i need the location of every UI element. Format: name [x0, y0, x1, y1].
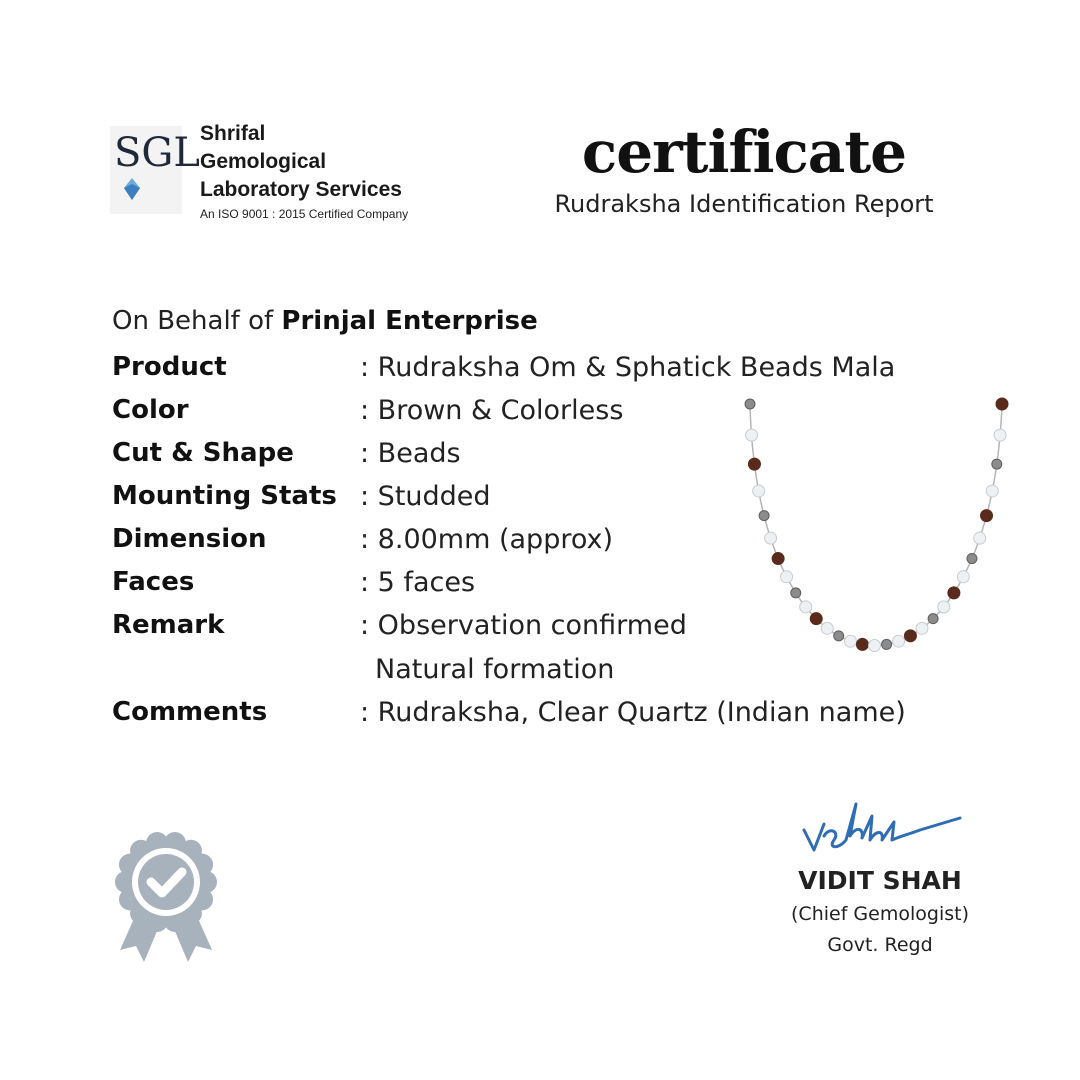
detail-value: : 8.00mm (approx) [360, 524, 614, 555]
detail-value: : 5 faces [360, 567, 476, 598]
detail-label: Cut & Shape [112, 438, 294, 468]
necklace-image [738, 396, 1014, 646]
detail-label: Remark [112, 610, 225, 640]
detail-value: : Studded [360, 481, 491, 512]
signatory-role: (Chief Gemologist) [791, 903, 969, 925]
signatory-block [760, 866, 1000, 956]
detail-value: : Brown & Colorless [360, 395, 624, 426]
logo-letter-s: SGL [114, 130, 200, 176]
behalf-prefix: On Behalf of [112, 306, 274, 336]
detail-value: Natural formation [375, 654, 615, 685]
lab-name-line-2: Gemological [200, 150, 327, 173]
detail-label: Mounting Stats [112, 481, 337, 511]
report-subtitle: Rudraksha Identification Report [554, 190, 934, 218]
detail-value: : Rudraksha, Clear Quartz (Indian name) [360, 697, 906, 728]
signatory-registration: Govt. Regd [827, 934, 933, 956]
iso-tagline: An ISO 9001 : 2015 Certified Company [200, 207, 409, 221]
detail-value: : Beads [360, 438, 461, 469]
certificate-title: certificate [581, 118, 907, 186]
client-company: Prinjal Enterprise [281, 306, 538, 336]
lab-name-line-3: Laboratory Services [200, 178, 402, 201]
award-badge-icon [108, 826, 224, 966]
signatory-name: VIDIT SHAH [798, 866, 962, 895]
detail-label: Faces [112, 567, 195, 597]
lab-name-line-1: Shrifal [200, 122, 266, 145]
lab-logo [110, 126, 200, 214]
detail-value: : Rudraksha Om & Sphatick Beads Mala [360, 352, 896, 383]
detail-label: Dimension [112, 524, 267, 554]
detail-label: Product [112, 352, 227, 382]
detail-label: Color [112, 395, 189, 425]
detail-label: Comments [112, 697, 268, 727]
on-behalf-line [112, 306, 538, 336]
signature-mark [800, 796, 966, 858]
lab-name-block [200, 120, 408, 221]
detail-value: : Observation confirmed [360, 610, 687, 641]
